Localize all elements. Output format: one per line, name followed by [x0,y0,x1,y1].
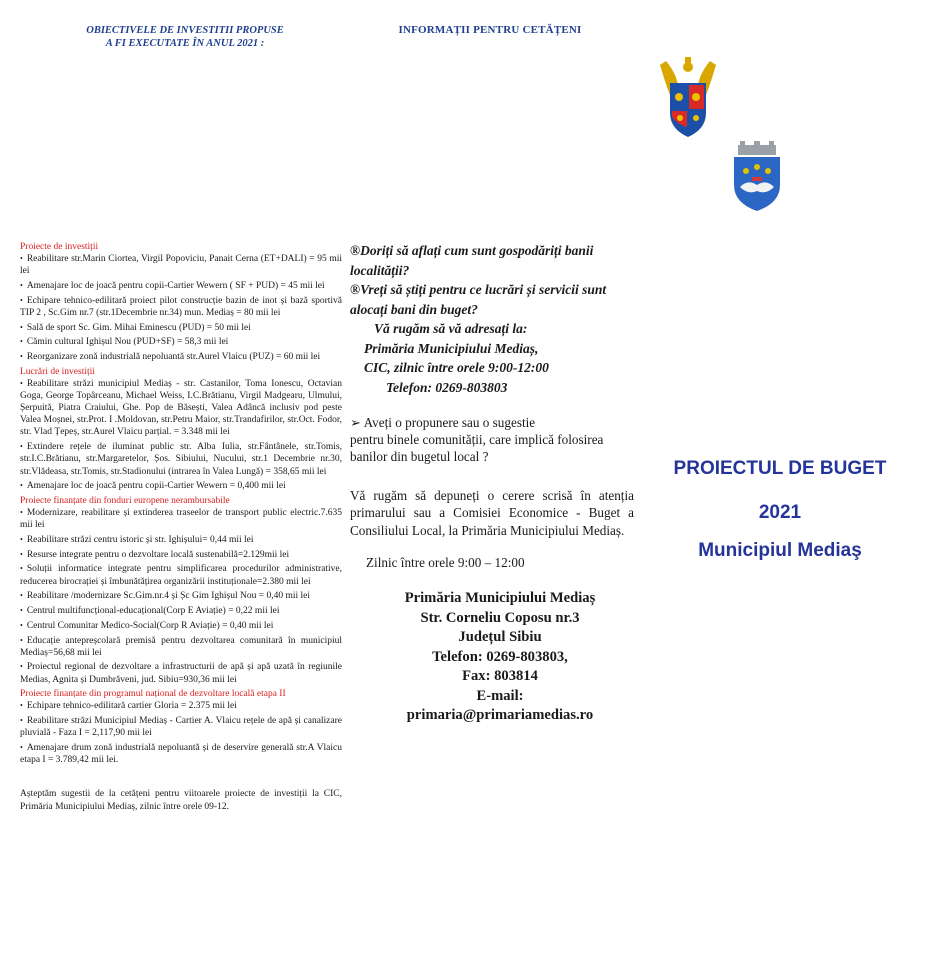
list-item: • Reabilitare străzi municipiul Mediaș - str. Castanilor, Toma Ionescu, Octavian Goga, George Topârceanu, Michael Weiss, I.C.Brătianu, Virgil Madgearu, Ulmului, Șerpuită, Piatra Craiului, Ghe. Pop de Băsești, Valea Adâncă inclusiv pod peste Valea Moșnei, str.Prot. I .Moldovan, str.Petru Maior, str.Trandafirilor, str.Oct. Fodor, str. Vlad Țepeș, str.Aurel Vlaicu parțial. = 3.348 mii lei [20,378,342,438]
list-item: • Reabilitare /modernizare Sc.Gim.nr.4 și Șc Gim Ighișul Nou = 0,40 mii lei [20,591,310,602]
municipality-name: Municipiul Mediaş [698,540,862,561]
romania-coat-of-arms-icon [656,55,720,141]
contact-county: Județul Sibiu [458,629,542,645]
question-1: ®Doriți să aflați cum sunt gospodăriți banii localității? [350,243,594,278]
address-intro: Vă rugăm să vă adresați la: [374,321,528,336]
info-heading: INFORMAȚII PENTRU CETĂȚENI [398,24,582,36]
section-projects [20,241,342,363]
objectives-heading-line2: A FI EXECUTATE ÎN ANUL 2021 : [105,38,265,49]
request-text: Vă rugăm să depuneți o cerere scrisă în atenția primarului sau a Comisiei Economice - Buget a Consiliului Local, la Primăria Municipiului Mediaș. [350,488,634,538]
contact-street: Str. Corneliu Coposu nr.3 [420,609,580,626]
list-item: • Echipare tehnico-edilitară cartier Gloria = 2.375 mii lei [20,701,237,712]
section-works [20,366,342,493]
list-item: • Proiectul regional de dezvoltare a infrastructurii de apă și apă uzată în regiunile Medias, Agnita și Dumbrăveni, jud. Sibiu=930,36 mii lei [20,662,342,685]
budget-title-block [625,458,935,562]
section-title: Lucrări de investiții [20,366,95,377]
contact-fax: Fax: 803814 [462,668,538,684]
question-2: ®Vreți să știți pentru ce lucrări și servicii sunt alocați bani din buget? [350,282,607,317]
contact-email[interactable]: primaria@primariamedias.ro [406,707,594,723]
medias-coat-of-arms-icon [728,141,786,213]
list-item: • Educație antepreșcolară premisă pentru dezvoltarea comunitară în municipiul Mediaș=56,68 mii lei [20,635,342,658]
contact-block [350,589,650,726]
list-item: • Amenajare loc de joacă pentru copii-Cartier Wewern ( SF + PUD) = 45 mii lei [20,280,325,291]
section-title: Proiecte finanțate din fonduri europene nerambursabile [20,496,230,506]
list-item: • Reabilitare străzi centru istoric și str. Ighișului= 0,44 mii lei [20,534,254,545]
objectives-heading-line1: OBIECTIVELE DE INVESTITII PROPUSE [86,25,284,36]
contact-email-label: E-mail: [476,687,524,704]
contact-name: Primăria Municipiului Mediaș [404,590,596,606]
questions-block [350,241,640,397]
list-item: • Amenajare drum zonă industrială nepoluantă și de deservire generală str.A Vlaicu etapa I = 3.789,42 mii lei. [20,743,342,766]
suggestion-line1: Aveți o propunere sau o sugestie [363,415,536,430]
list-item: • Echipare tehnico-edilitară proiect pilot construcție bazin de inot și bază sportivă TIP 2 , Sc.Gim nr.7 (str.1Decembrie nr.34) mun. Mediaș = 80 mii lei [20,295,342,318]
list-item: • Reabilitare str.Marin Ciortea, Virgil Popoviciu, Panait Cerna (ET+DALI) = 95 mii lei [20,254,342,277]
list-item: • Modernizare, reabilitare și extinderea traseelor de transport public electric.7.635 mii lei [20,508,342,531]
contact-phone: Telefon: 0269-803803, [432,648,568,665]
address-phone: Telefon: 0269-803803 [386,379,508,395]
list-item: • Centrul multifuncțional-educațional(Corp E Aviație) = 0,22 mii lei [20,606,280,617]
suggestion-block [350,414,636,465]
list-item: • Extindere rețele de iluminat public str. Alba Iulia, str.Fântânele, str.Tomis, str.I.C.Brătianu, str.Margaretelor, Șos. Sibiului, Nucului, str.1 Decembrie nr.30, str.Vlădeasa, str.Tomis, str.Stadionului (intrarea în Valea Lungă) = 358,65 mii lei [20,442,342,477]
section-title: Proiecte de investiții [20,242,99,252]
list-item: • Sală de sport Sc. Gim. Mihai Eminescu (PUD) = 50 mii lei [20,322,251,333]
list-item: • Soluții informatice integrate pentru simplificarea procedurilor administrative, reducerea birocrației și îmbunătățirea organizării instituționale=2.380 mii lei [20,564,342,587]
list-item: • Cămin cultural Ighișul Nou (PUD+SF) = 58,3 mii lei [20,337,229,348]
list-item: • Reorganizare zonă industrială nepoluantă str.Aurel Vlaicu (PUZ) = 60 mii lei [20,352,321,363]
office-hours: Zilnic între orele 9:00 – 12:00 [366,555,525,570]
address-cic: CIC, zilnic între orele 9:00-12:00 [364,360,549,375]
budget-year: 2021 [758,502,802,523]
objectives-heading [60,24,310,50]
list-item: • Resurse integrate pentru o dezvoltare locală sustenabilă=2.129mii lei [20,549,290,560]
budget-title: PROIECTUL DE BUGET [673,458,887,479]
list-item: • Amenajare loc de joacă pentru copii-Cartier Wewern = 0,400 mii lei [20,481,286,492]
suggestion-rest: pentru binele comunității, care implică folosirea banilor din bugetul local ? [350,432,604,464]
investment-list [20,241,342,813]
arrow-icon: ➢ [350,415,362,430]
list-item: • Centrul Comunitar Medico-Social(Corp R Aviație) = 0,40 mii lei [20,620,274,631]
section-title: Proiecte finanțate din programul național de dezvoltare locală etapa II [20,689,286,700]
section-eu-funds [20,495,342,686]
address-place: Primăria Municipiului Mediaș, [364,340,539,356]
list-item: • Reabilitare străzi Municipiul Mediaș - Cartier A. Vlaicu rețele de apă și canalizare pluvială - Faza I = 2,117,90 mii lei [20,716,342,739]
closing-note: Așteptăm sugestii de la cetățeni pentru viitoarele proiecte de investiții la CIC, Primăria Municipiului Mediaș, zilnic între orele 09-12. [20,789,342,812]
section-pndl [20,688,342,766]
